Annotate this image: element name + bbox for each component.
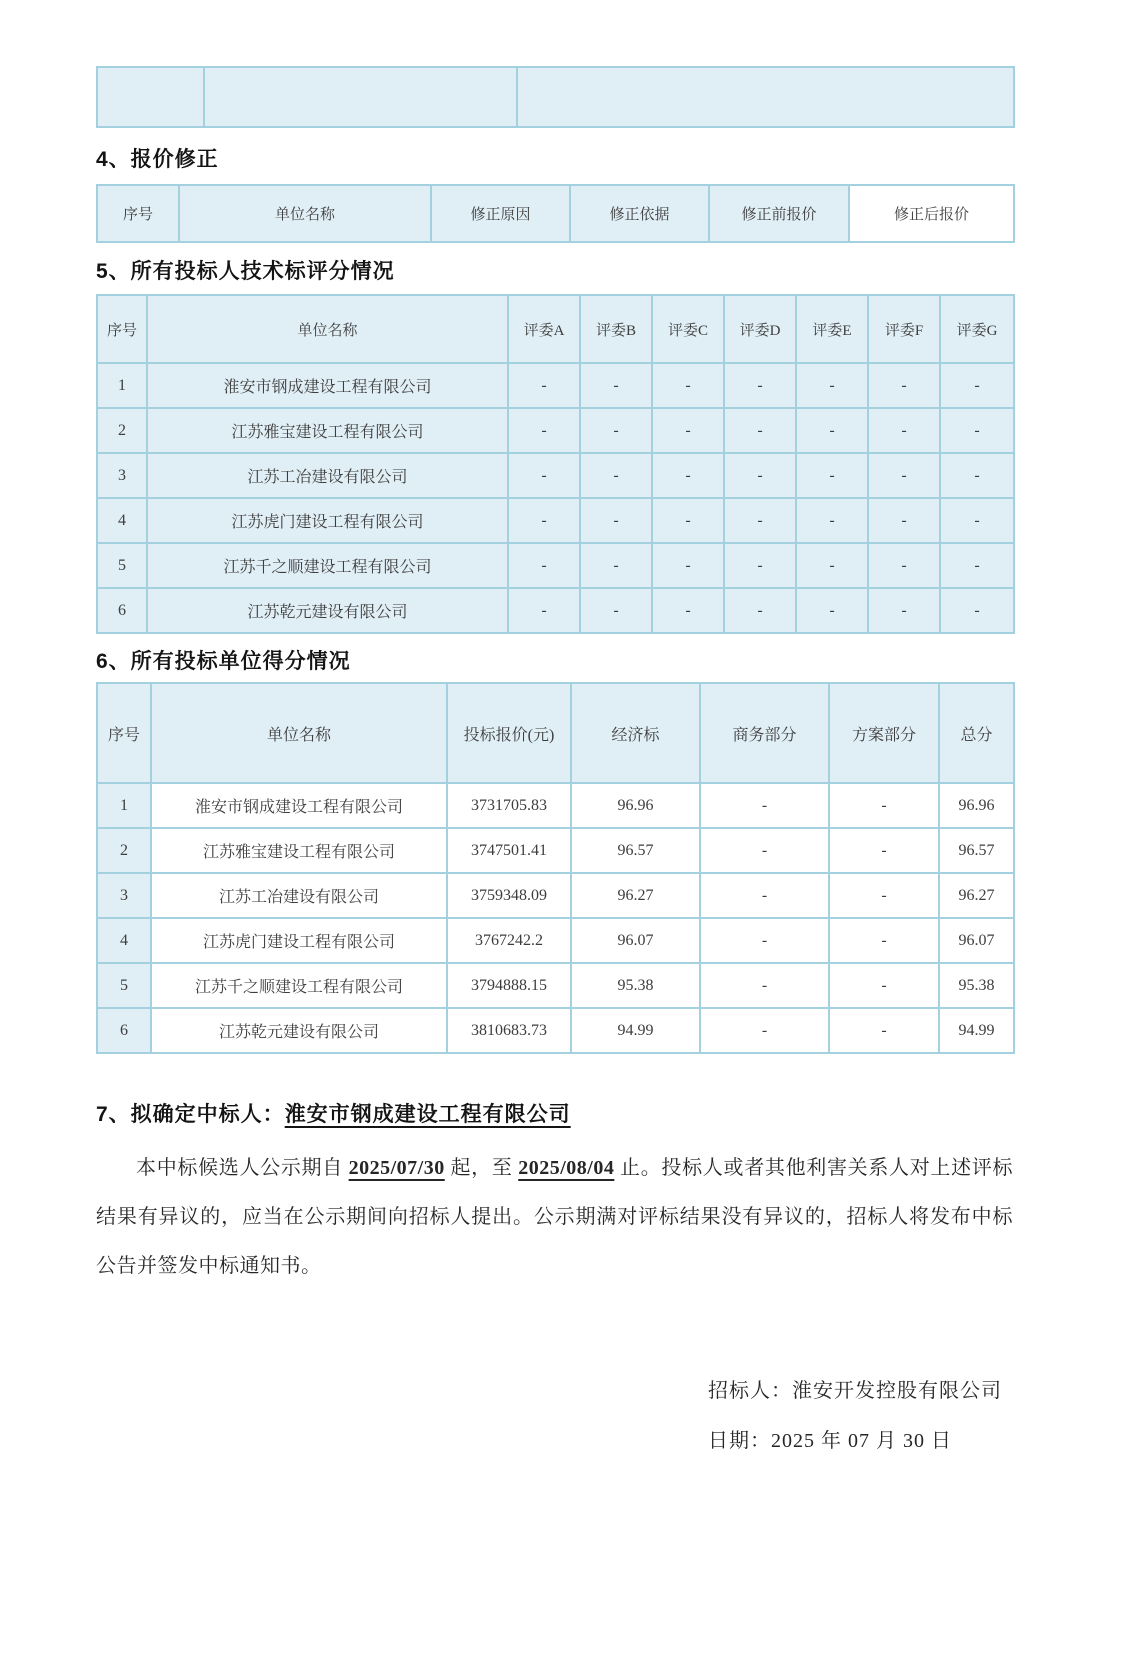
score-cell: - [868,498,940,543]
table-row [97,408,1014,453]
col-header-reason: 修正原因 [431,185,570,242]
signature-block [708,1366,1013,1466]
table-row [97,363,1014,408]
score-cell: - [580,543,652,588]
plan-cell: - [829,963,939,1008]
score-cell: - [580,363,652,408]
business-cell: - [700,783,829,828]
col-header-business: 商务部分 [700,683,829,783]
plan-cell: - [829,1008,939,1053]
seq-cell: 4 [97,918,151,963]
company-cell: 淮安市钢成建设工程有限公司 [147,363,508,408]
seq-cell: 5 [97,963,151,1008]
plan-cell: - [829,783,939,828]
score-cell: - [580,408,652,453]
score-cell: - [796,498,868,543]
price-cell: 3767242.2 [447,918,571,963]
score-cell: - [508,543,580,588]
col-header-company: 单位名称 [179,185,431,242]
score-cell: - [940,363,1014,408]
col-header-seq: 序号 [97,185,179,242]
paragraph-text: 起，至 [444,1157,519,1179]
seq-cell: 2 [97,828,151,873]
plan-cell: - [829,873,939,918]
col-header-judge-d: 评委D [724,295,796,363]
score-cell: - [940,453,1014,498]
empty-cell [204,67,517,127]
score-cell: - [724,588,796,633]
score-cell: - [580,453,652,498]
publicity-end-date: 2025/08/04 [518,1157,615,1179]
score-cell: - [940,408,1014,453]
publicity-paragraph [96,1144,1013,1291]
seq-cell: 3 [97,873,151,918]
score-cell: - [652,363,724,408]
economic-cell: 96.27 [571,873,700,918]
table-header-row [97,295,1014,363]
col-header-economic: 经济标 [571,683,700,783]
col-header-company: 单位名称 [147,295,508,363]
col-header-price-after: 修正后报价 [849,185,1014,242]
score-cell: - [652,543,724,588]
col-header-judge-g: 评委G [940,295,1014,363]
publicity-start-date: 2025/07/30 [348,1157,445,1179]
score-cell: - [652,498,724,543]
seq-cell: 1 [97,363,147,408]
price-cell: 3794888.15 [447,963,571,1008]
score-cell: - [868,408,940,453]
price-cell: 3810683.73 [447,1008,571,1053]
company-cell: 江苏乾元建设有限公司 [151,1008,447,1053]
score-cell: - [796,408,868,453]
total-score-table [96,682,1015,1054]
col-header-basis: 修正依据 [570,185,709,242]
economic-cell: 95.38 [571,963,700,1008]
seq-cell: 6 [97,1008,151,1053]
score-cell: - [868,588,940,633]
score-cell: - [868,453,940,498]
paragraph-text: 止。投标人或者其他利害关系人对上述评标结果有异议的，应当在公示期间向招标人提出。公示期满对评标结果没有异议的，招标人将发布中标公告并签发中标通知书。 [96,1157,1014,1277]
score-cell: - [940,498,1014,543]
col-header-judge-b: 评委B [580,295,652,363]
business-cell: - [700,1008,829,1053]
score-cell: - [508,453,580,498]
company-cell: 江苏雅宝建设工程有限公司 [151,828,447,873]
company-cell: 江苏千之顺建设工程有限公司 [151,963,447,1008]
price-cell: 3731705.83 [447,783,571,828]
score-cell: - [940,543,1014,588]
price-cell: 3759348.09 [447,873,571,918]
col-header-total: 总分 [939,683,1014,783]
plan-cell: - [829,918,939,963]
total-cell: 94.99 [939,1008,1014,1053]
company-cell: 江苏千之顺建设工程有限公司 [147,543,508,588]
col-header-plan: 方案部分 [829,683,939,783]
col-header-seq: 序号 [97,295,147,363]
business-cell: - [700,963,829,1008]
score-cell: - [508,408,580,453]
price-cell: 3747501.41 [447,828,571,873]
score-cell: - [796,453,868,498]
table-row [97,963,1014,1008]
section6-heading: 6、所有投标单位得分情况 [96,650,351,673]
score-cell: - [796,543,868,588]
total-cell: 96.27 [939,873,1014,918]
economic-cell: 94.99 [571,1008,700,1053]
business-cell: - [700,873,829,918]
company-cell: 江苏工冶建设有限公司 [147,453,508,498]
company-cell: 淮安市钢成建设工程有限公司 [151,783,447,828]
table-header-row [97,683,1014,783]
score-cell: - [580,498,652,543]
economic-cell: 96.96 [571,783,700,828]
paragraph-text: 本中标候选人公示期自 [136,1157,349,1179]
company-cell: 江苏工冶建设有限公司 [151,873,447,918]
score-cell: - [868,543,940,588]
score-cell: - [724,498,796,543]
table-row [97,918,1014,963]
seq-cell: 1 [97,783,151,828]
seq-cell: 6 [97,588,147,633]
score-cell: - [724,363,796,408]
score-cell: - [796,588,868,633]
score-cell: - [724,543,796,588]
section7-heading [96,1100,1013,1130]
business-cell: - [700,828,829,873]
col-header-judge-f: 评委F [868,295,940,363]
total-cell: 95.38 [939,963,1014,1008]
col-header-judge-a: 评委A [508,295,580,363]
company-cell: 江苏虎门建设工程有限公司 [151,918,447,963]
business-cell: - [700,918,829,963]
plan-cell: - [829,828,939,873]
score-cell: - [652,408,724,453]
company-cell: 江苏虎门建设工程有限公司 [147,498,508,543]
table-row [97,498,1014,543]
col-header-bid-price: 投标报价(元) [447,683,571,783]
total-cell: 96.57 [939,828,1014,873]
top-table-fragment [96,66,1015,128]
technical-score-table [96,294,1015,634]
score-cell: - [724,453,796,498]
section5-heading: 5、所有投标人技术标评分情况 [96,260,395,283]
score-cell: - [508,363,580,408]
company-cell: 江苏乾元建设有限公司 [147,588,508,633]
empty-cell [517,67,1014,127]
economic-cell: 96.07 [571,918,700,963]
seq-cell: 5 [97,543,147,588]
score-cell: - [652,588,724,633]
score-cell: - [796,363,868,408]
table-row [97,588,1014,633]
score-cell: - [508,498,580,543]
document-page [96,66,1013,1466]
table-row [97,873,1014,918]
company-cell: 江苏雅宝建设工程有限公司 [147,408,508,453]
table-row [97,828,1014,873]
total-cell: 96.07 [939,918,1014,963]
price-correction-table [96,184,1015,243]
table-header-row [97,185,1014,242]
score-cell: - [940,588,1014,633]
section7-heading-prefix: 7、拟确定中标人： [96,1103,285,1126]
table-row [97,1008,1014,1053]
tenderer-line: 招标人：淮安开发控股有限公司 [708,1380,1002,1402]
score-cell: - [652,453,724,498]
col-header-seq: 序号 [97,683,151,783]
table-row [97,453,1014,498]
score-cell: - [724,408,796,453]
col-header-judge-c: 评委C [652,295,724,363]
seq-cell: 3 [97,453,147,498]
table-row [97,543,1014,588]
date-line: 日期：2025 年 07 月 30 日 [708,1430,952,1452]
score-cell: - [580,588,652,633]
col-header-price-before: 修正前报价 [709,185,849,242]
economic-cell: 96.57 [571,828,700,873]
seq-cell: 2 [97,408,147,453]
table-row [97,783,1014,828]
score-cell: - [508,588,580,633]
total-cell: 96.96 [939,783,1014,828]
seq-cell: 4 [97,498,147,543]
section4-heading: 4、报价修正 [96,148,219,171]
empty-cell [97,67,204,127]
table-row [97,67,1014,127]
winner-company-name: 淮安市钢成建设工程有限公司 [284,1103,571,1126]
col-header-company: 单位名称 [151,683,447,783]
score-cell: - [868,363,940,408]
col-header-judge-e: 评委E [796,295,868,363]
